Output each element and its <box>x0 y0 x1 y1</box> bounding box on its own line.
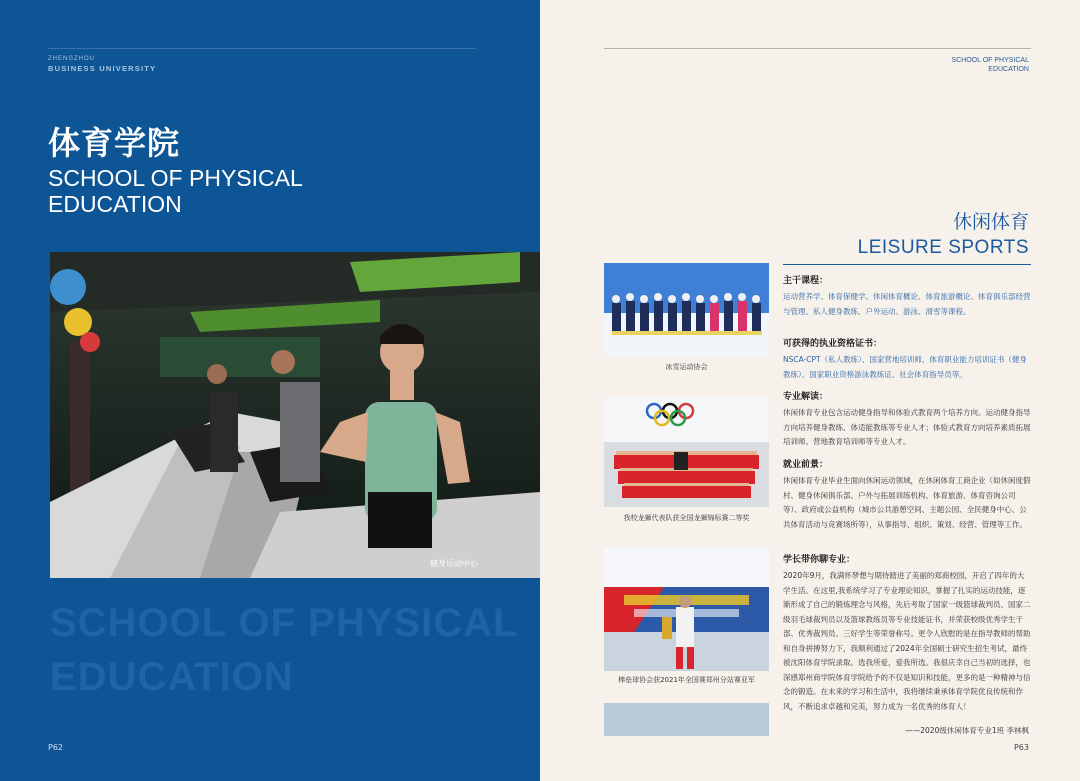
ski-team-caption: 冰雪运动协会 <box>665 363 708 371</box>
certificates-heading: 可获得的执业资格证书： <box>783 339 883 349</box>
page-title-en-line1: SCHOOL OF PHYSICAL <box>48 165 303 191</box>
section-divider <box>783 264 1031 265</box>
ski-team-photo <box>604 263 769 356</box>
watermark-line2: EDUCATION <box>50 655 294 699</box>
page-number-right: P63 <box>1013 743 1029 752</box>
certificates-text: NSCA-CPT（私人教练）、国家营地培训师、体育职业能力培训证书（健身教练）、国家职业资格游泳教练证、社会体育指导员等。 <box>783 355 1027 379</box>
watermark-line1: SCHOOL OF PHYSICAL <box>50 601 519 645</box>
decorative-block <box>604 703 769 736</box>
top-rule-right <box>604 48 1031 49</box>
interpretation-text: 休闲体育专业包含运动健身指导和体验式教育两个培养方向。运动健身指导方向培养健身教练、体适能教练等专业人才；体验式教育方向培养素质拓展培训师、营地教育培训师等专业人才。 <box>783 408 1031 446</box>
university-name-line1: ZHENGZHOU <box>48 56 95 62</box>
right-header <box>951 56 1029 74</box>
interpretation-section <box>783 389 1031 450</box>
baseball-team-photo <box>604 547 769 671</box>
interpretation-heading: 专业解读： <box>783 392 829 402</box>
courses-section <box>783 273 1031 319</box>
watermark-text <box>50 596 518 704</box>
dragon-lion-caption: 我校龙狮代表队获全国龙狮锦标赛二等奖 <box>623 514 750 522</box>
testimonial-signature: ——2020级休闲体育专业1班 李林枫 <box>905 726 1029 735</box>
section-title-en: LEISURE SPORTS <box>857 237 1029 258</box>
gym-photo <box>50 252 540 578</box>
prospects-section <box>783 457 1031 532</box>
gym-photo-caption: 健身运动中心 <box>430 559 478 568</box>
top-rule <box>48 48 476 49</box>
dragon-lion-team-photo <box>604 397 769 507</box>
courses-text: 运动营养学、体育保健学、休闲体育概论、体育旅游概论、体育俱乐部经营与管理、私人健身教练、户外运动、游泳、滑雪等课程。 <box>783 292 1031 316</box>
testimonial-heading: 学长带你聊专业： <box>783 555 856 565</box>
university-name-line2: BUSINESS UNIVERSITY <box>48 64 157 73</box>
page-title-en <box>48 165 368 217</box>
section-title-cn: 休闲体育 <box>952 211 1029 233</box>
prospects-text: 休闲体育专业毕业生面向休闲运动领域，在休闲体育工商企业（如休闲度假村、健身休闲俱乐部、户外与拓展训练机构、体育旅游、体育咨询公司等）、政府或公益机构（城市公共游憩空间、主题公园、全民健身中心、公共体育活动与竞赛场所等），从事指导、组织、策划、经营、管理等工作。 <box>783 476 1031 529</box>
page-title-cn: 体育学院 <box>48 124 181 162</box>
testimonial-text: 2020年9月，我满怀梦想与期待踏进了美丽的郑商校园，开启了四年的大学生活。在这里,我系统学习了专业理论知识，掌握了扎实的运动技能，逐渐形成了自己的锻炼理念与风格，先后考取了国家一级篮球裁判员、国家二级羽毛球裁判员以及篮球教练员等专业技能证书，并荣获校级优秀学生干部、优秀裁判员、三好学生等荣誉称号。更令人欣慰的是在指导教师的帮助和自身拼搏努力下，我顺利通过了2024年全国硕士研究生招生考试，最终被沈阳体育学院录取。选我所爱，爱我所选。我很庆幸自己当初的选择，也深感郑州商学院体育学院给予的不仅是知识和技能，更多的是一种精神与信念的锻造。在未来的学习和生活中，我将继续秉承体育学院优良传统和作风，不断追求卓越和完美，努力成为一名优秀的体育人！ <box>783 571 1031 711</box>
page-number-left: P62 <box>48 743 64 752</box>
courses-heading: 主干课程： <box>783 276 829 286</box>
testimonial-section <box>783 552 1031 714</box>
prospects-heading: 就业前景： <box>783 460 829 470</box>
page-title-en-line2: EDUCATION <box>48 191 182 217</box>
right-header-line2: EDUCATION <box>988 66 1029 73</box>
certificates-section <box>783 336 1031 382</box>
right-header-line1: SCHOOL OF PHYSICAL <box>951 57 1029 64</box>
baseball-team-caption: 棒垒球协会获2021年全国赛郑州分站赛亚军 <box>618 676 755 684</box>
